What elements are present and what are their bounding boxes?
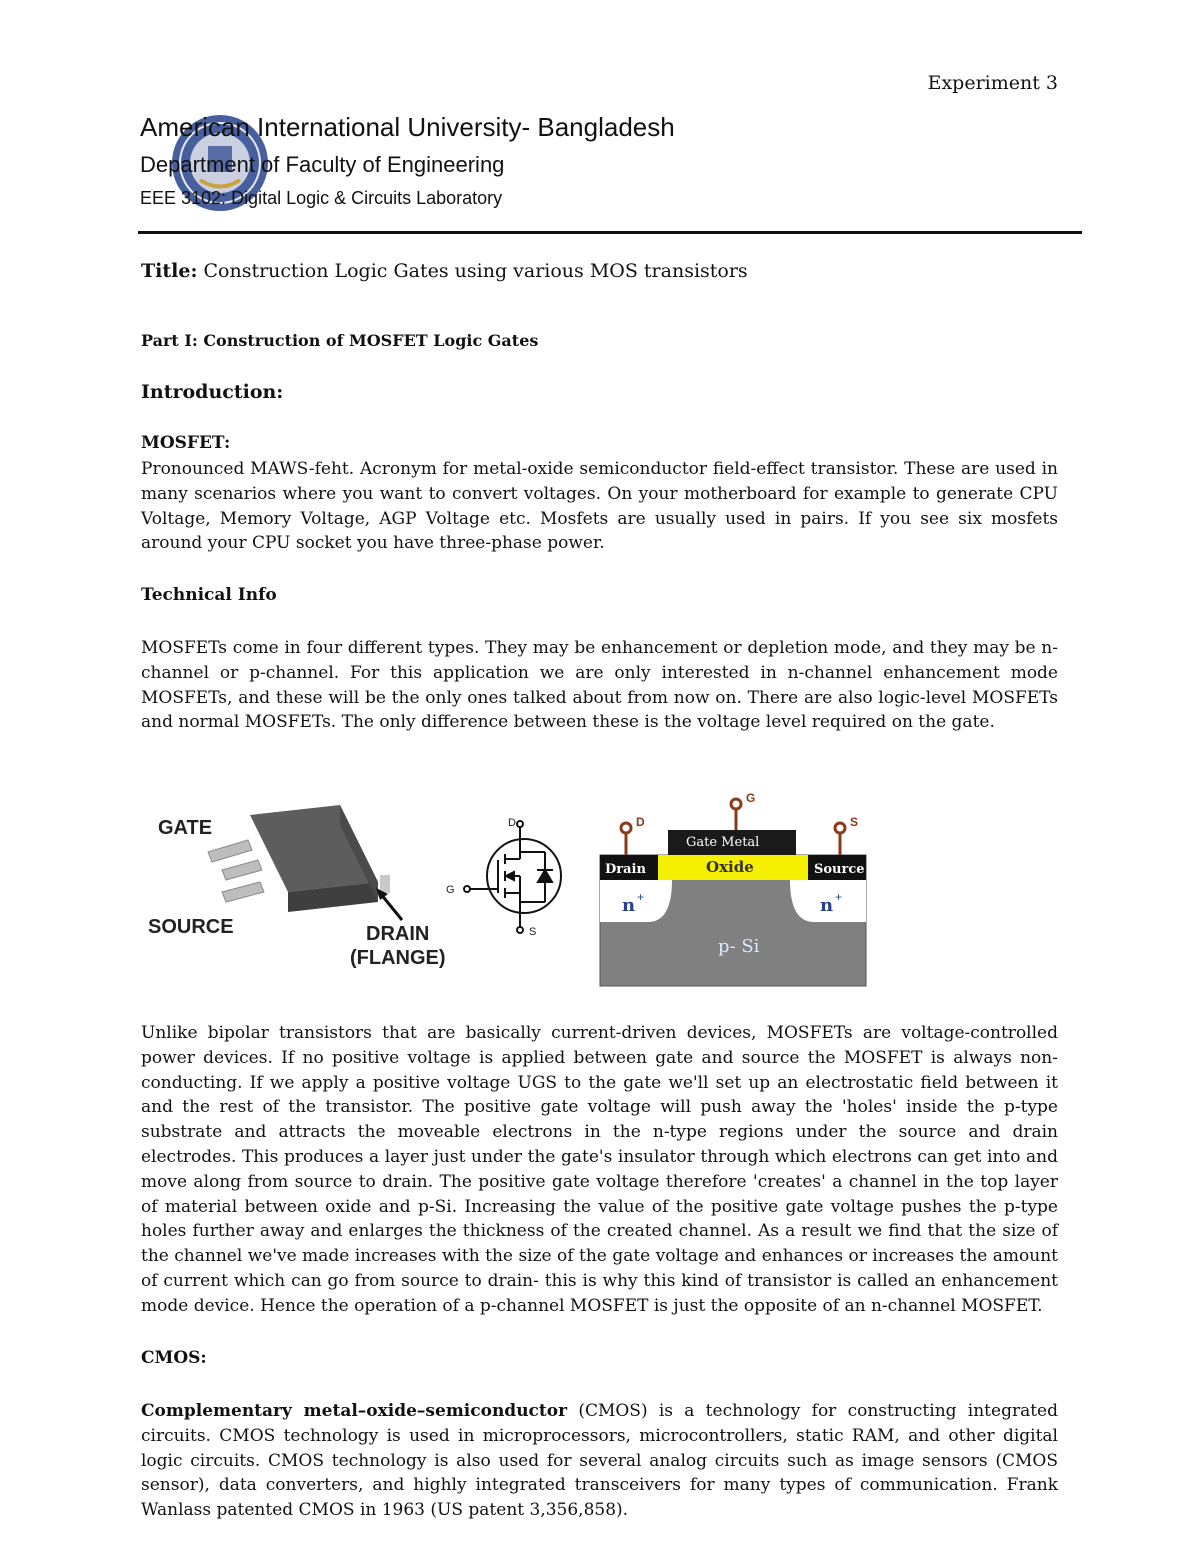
package-gate-label: GATE xyxy=(158,817,213,839)
mosfet-heading: MOSFET: xyxy=(141,433,231,453)
mosfet-package-image xyxy=(148,805,446,969)
n-plus-right-label: n xyxy=(820,895,834,916)
cmos-paragraph xyxy=(141,1399,1058,1523)
part-heading: Part I: Construction of MOSFET Logic Gates xyxy=(141,331,539,350)
cmos-term: Complementary metal–oxide–semiconductor xyxy=(141,1401,568,1421)
technical-paragraph: MOSFETs come in four different types. They may be enhancement or depletion mode, and they may be n-channel or p-channel. For this application we are only interested in n-channel enhancement mode MOSFETs, and these will be the only ones talked about from now on. There are also logic-level MOSFETs and normal MOSFETs. The only difference between these is the voltage level required on the gate. xyxy=(141,638,1058,733)
plus-right-label: + xyxy=(835,890,843,904)
department-name: Department of Faculty of Engineering xyxy=(140,152,505,177)
title-label: Title: xyxy=(141,260,198,282)
university-name: American International University- Bangladesh xyxy=(140,112,675,142)
plus-left-label: + xyxy=(637,890,645,904)
mosfet-cross-section xyxy=(600,791,866,986)
symbol-g-label: G xyxy=(446,884,455,896)
source-label: Source xyxy=(814,862,865,877)
substrate-label: p- Si xyxy=(718,936,760,957)
mosfet-paragraph: Pronounced MAWS-feht. Acronym for metal-oxide semiconductor field-effect transistor. These are used in many scenarios where you want to convert voltages. On your motherboard for example to generate CPU Voltage, Memory Voltage, AGP Voltage etc. Mosfets are usually used in pairs. If you see six mosfets around your CPU socket you have three-phase power. xyxy=(141,459,1058,554)
course-name: EEE 3102: Digital Logic & Circuits Laboratory xyxy=(140,188,503,208)
oxide-label: Oxide xyxy=(706,858,754,876)
cross-d-label: D xyxy=(636,815,645,829)
package-source-label: SOURCE xyxy=(148,916,234,938)
intro-heading: Introduction: xyxy=(141,381,284,403)
cross-s-label: S xyxy=(850,815,859,829)
header-divider xyxy=(138,231,1082,234)
n-plus-left-label: n xyxy=(622,895,636,916)
operation-paragraph: Unlike bipolar transistors that are basically current-driven devices, MOSFETs are voltage-controlled power devices. If no positive voltage is applied between gate and source the MOSFET is always non-conducting. If we apply a positive voltage UGS to the gate we'll set up an electrostatic field between it and the rest of the transistor. The positive gate voltage will push away the 'holes' inside the p-type substrate and attracts the moveable electrons in the n-type regions under the source and drain electrodes. This produces a layer just under the gate's insulator through which electrons can get into and move along from source to drain. The positive gate voltage therefore 'creates' a channel in the top layer of material between oxide and p-Si. Increasing the value of the positive gate voltage pushes the p-type holes further away and enlarges the thickness of the created channel. As a result we find that the size of the channel we've made increases with the size of the gate voltage and enhances or increases the amount of current which can go from source to drain- this is why this kind of transistor is called an enhancement mode device. Hence the operation of a p-channel MOSFET is just the opposite of an n-channel MOSFET. xyxy=(141,1023,1058,1316)
title-line xyxy=(141,260,748,282)
technical-heading: Technical Info xyxy=(141,585,277,605)
symbol-d-label: D xyxy=(508,817,516,829)
cmos-text: (CMOS) is a technology for constructing integrated circuits. CMOS technology is used in microprocessors, microcontrollers, static RAM, and other digital logic circuits. CMOS technology is also used for several analog circuits such as image sensors (CMOS sensor), data converters, and highly integrated transceivers for many types of communication. Frank Wanlass patented CMOS in 1963 (US patent 3,356,858). xyxy=(141,1401,1058,1521)
symbol-s-label: S xyxy=(529,926,537,938)
title-text: Construction Logic Gates using various MOS transistors xyxy=(203,260,748,282)
experiment-number: Experiment 3 xyxy=(927,72,1058,94)
mosfet-symbol xyxy=(464,821,561,933)
gate-metal-label: Gate Metal xyxy=(686,835,760,850)
package-flange-label: (FLANGE) xyxy=(350,947,446,969)
drain-label: Drain xyxy=(605,862,646,877)
cmos-heading: CMOS: xyxy=(141,1348,207,1368)
package-drain-label: DRAIN xyxy=(366,923,430,945)
mosfet-figure xyxy=(140,790,880,990)
cross-g-label: G xyxy=(746,791,756,805)
